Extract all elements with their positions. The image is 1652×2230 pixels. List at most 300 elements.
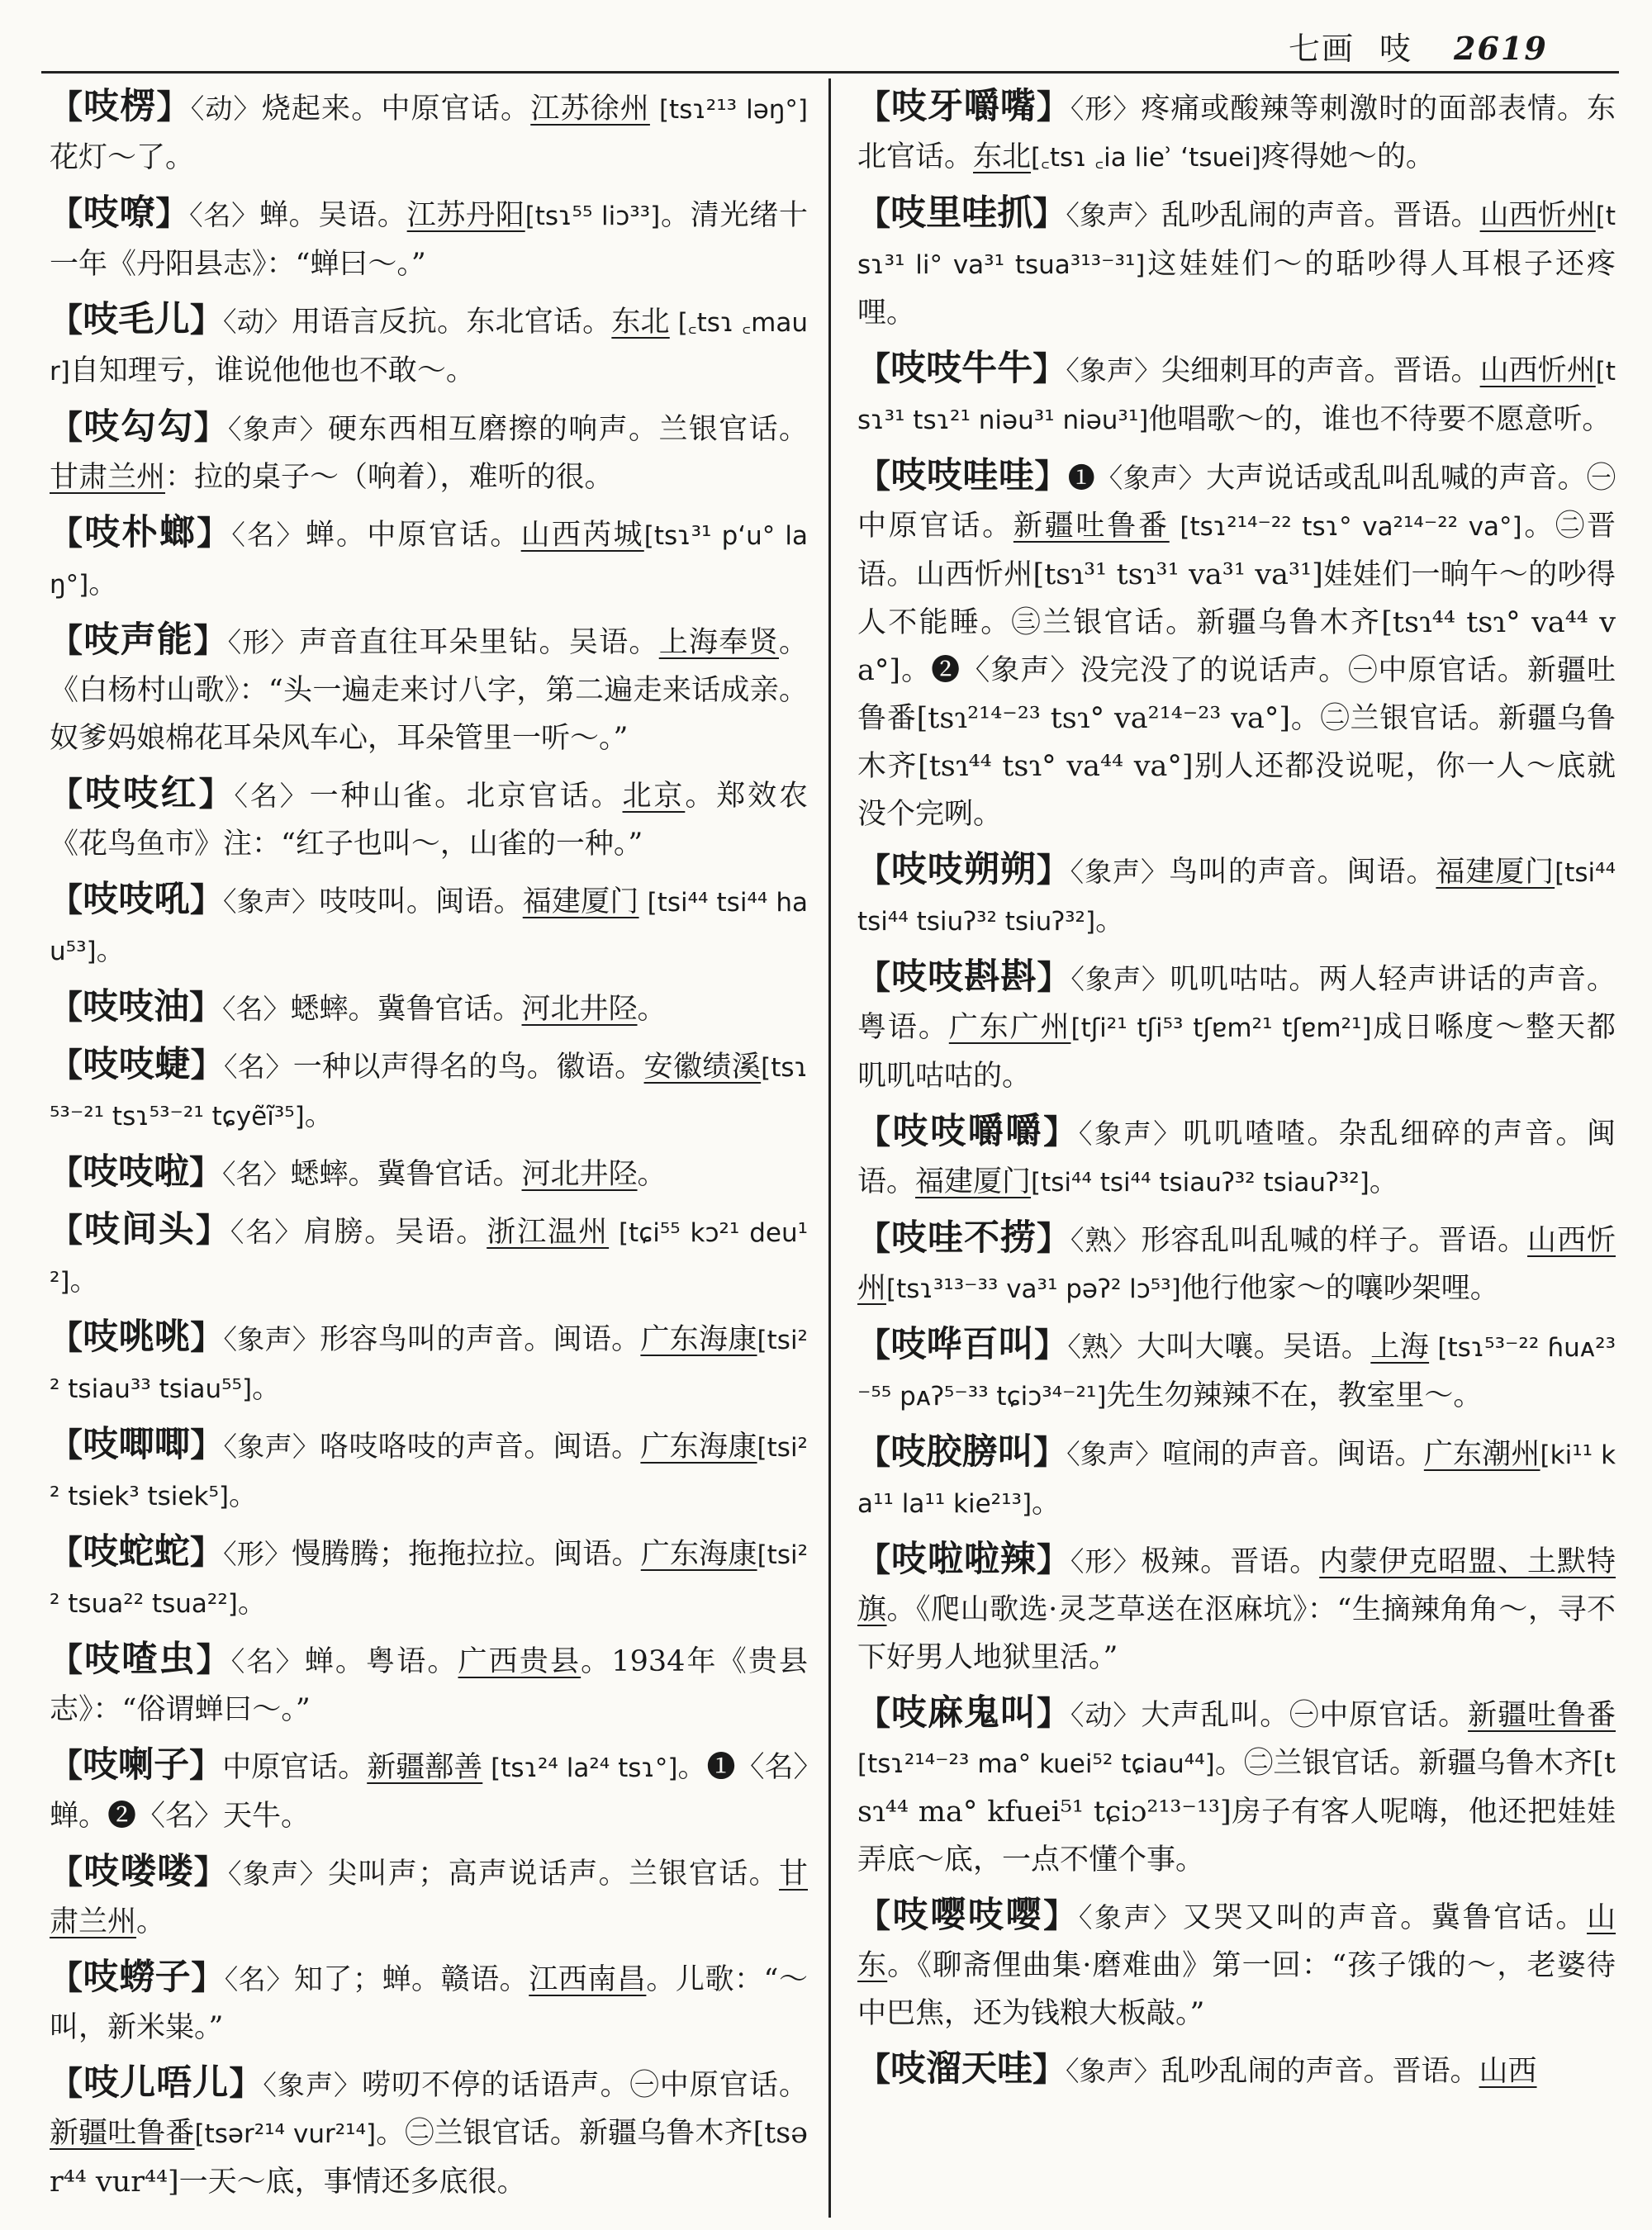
bracket-open: 【 xyxy=(50,621,84,660)
dictionary-entry xyxy=(50,1741,808,1840)
dialect-location: 山东 xyxy=(857,1901,1616,1982)
entry-example: 。 xyxy=(1369,1165,1398,1198)
dictionary-entry xyxy=(857,1428,1616,1528)
entry-definition: 中原官话。 xyxy=(222,1751,368,1784)
ipa-transcription: [tsər²¹⁴ vur²¹⁴] xyxy=(194,2119,377,2149)
entry-example: 。㊁兰银官话。新疆乌鲁木齐[tsər⁴⁴ vur⁴⁴]一天～底，事情还多底很。 xyxy=(50,2117,808,2199)
bracket-open: 【 xyxy=(50,988,83,1027)
part-of-speech: 〈名〉 xyxy=(222,1158,291,1190)
part-of-speech: 〈形〉 xyxy=(1070,93,1142,125)
entry-definition: 形容乱叫乱喊的样子。晋语。 xyxy=(1141,1224,1528,1257)
entry-example: 。 xyxy=(637,993,667,1026)
dictionary-entry xyxy=(50,1528,808,1628)
part-of-speech: 〈动〉 xyxy=(1070,1699,1142,1731)
part-of-speech: 〈象声〉 xyxy=(1078,1901,1183,1933)
bracket-open: 【 xyxy=(50,1746,83,1785)
bracket-open: 【 xyxy=(857,1219,891,1258)
entry-example: 。 xyxy=(237,1587,267,1620)
bracket-open: 【 xyxy=(857,1326,891,1364)
bracket-open: 【 xyxy=(50,1426,83,1464)
dialect-location: 山西忻州 xyxy=(1479,199,1596,232)
dictionary-entry xyxy=(50,403,808,501)
entry-example: 。 xyxy=(1095,904,1125,937)
part-of-speech: 〈象声〉 xyxy=(1078,1117,1183,1150)
entry-definition: 尖叫声；高声说话声。兰银官话。 xyxy=(328,1858,779,1891)
dialect-location: 福建厦门 xyxy=(1436,856,1555,889)
dictionary-entry xyxy=(50,1421,808,1521)
dialect-location: 上海 xyxy=(1370,1331,1430,1364)
part-of-speech: 〈熟〉 xyxy=(1067,1331,1137,1363)
bracket-close: 】 xyxy=(1034,457,1068,496)
entry-example: 。 xyxy=(228,1479,258,1512)
page-number: 2619 xyxy=(1454,30,1548,67)
bracket-open: 【 xyxy=(50,2064,84,2103)
bracket-close: 】 xyxy=(193,1853,228,1891)
bracket-close: 】 xyxy=(1043,1113,1079,1151)
bracket-open: 【 xyxy=(50,1046,83,1084)
entry-definition: 蝉。吴语。 xyxy=(259,199,407,232)
dialect-location: 广东海康 xyxy=(640,1323,757,1356)
part-of-speech: 〈象声〉 xyxy=(1070,856,1169,888)
ipa-transcription: [tsi²² tsiek³ tsiek⁵] xyxy=(50,1433,808,1511)
dialect-location: 山西忻州 xyxy=(857,1224,1616,1305)
entry-example: 。 xyxy=(88,567,118,600)
dictionary-entry xyxy=(50,1313,808,1413)
entry-headword: 吱胶膀叫 xyxy=(890,1431,1033,1473)
bracket-open: 【 xyxy=(50,408,84,447)
bracket-close: 】 xyxy=(196,1640,231,1679)
part-of-speech: 〈名〉 xyxy=(234,780,310,812)
dialect-location: 山西芮城 xyxy=(520,519,644,552)
entry-definition: 鸟叫的声音。闽语。 xyxy=(1168,856,1436,889)
entry-definition: 形容鸟叫的声音。闽语。 xyxy=(320,1323,641,1356)
entry-definition: 烧起来。中原官话。 xyxy=(261,93,531,126)
entry-headword: 吱吱红 xyxy=(84,773,199,814)
bracket-open: 【 xyxy=(50,1533,83,1572)
entry-example: 。 xyxy=(96,934,126,967)
dialect-location: 广西贵县 xyxy=(458,1645,582,1678)
entry-headword: 吱吱斟斟 xyxy=(891,956,1037,998)
dictionary-entry xyxy=(50,1635,808,1734)
dialect-location: 广东海康 xyxy=(640,1431,757,1464)
entry-headword: 吱哗百叫 xyxy=(890,1324,1034,1365)
ipa-transcription: [tsɿ³¹ tsɿ²¹ niəu³¹ niəu³¹] xyxy=(857,357,1616,435)
entry-headword: 吱啦啦辣 xyxy=(890,1539,1037,1580)
bracket-open: 【 xyxy=(857,349,891,388)
entry-headword: 吱毛儿 xyxy=(83,299,190,340)
entry-definition: 蟋蟀。冀鲁官话。 xyxy=(290,993,522,1026)
bracket-open: 【 xyxy=(857,1896,893,1935)
entry-headword: 吱哇不捞 xyxy=(890,1217,1037,1259)
dictionary-entry xyxy=(857,189,1616,337)
entry-example: 他唱歌～的，谁也不待要不愿意听。 xyxy=(1148,403,1612,436)
entry-headword: 吱麻鬼叫 xyxy=(890,1692,1037,1734)
dictionary-entry xyxy=(50,1953,808,2052)
dictionary-entry xyxy=(857,1535,1616,1682)
dictionary-entry xyxy=(50,1848,808,1946)
bracket-open: 【 xyxy=(857,958,892,997)
entry-headword: 吱蛇蛇 xyxy=(83,1531,190,1573)
bracket-close: 】 xyxy=(1036,1694,1070,1733)
entry-definition: 尖细刺耳的声音。晋语。 xyxy=(1161,354,1480,387)
entry-headword: 吱喳虫 xyxy=(84,1639,197,1680)
entry-definition: 慢腾腾；拖拖拉拉。闽语。 xyxy=(292,1538,641,1571)
dictionary-entry xyxy=(50,509,808,609)
bracket-close: 】 xyxy=(193,621,228,660)
dialect-location: 福建厦门 xyxy=(522,885,639,918)
bracket-close: 】 xyxy=(189,880,224,919)
dictionary-entry xyxy=(857,344,1616,444)
bracket-open: 【 xyxy=(857,1694,891,1733)
dictionary-entry xyxy=(50,1206,808,1306)
dictionary-entry xyxy=(50,770,808,868)
ipa-transcription: [tsɿ²¹⁴⁻²² tsɿ° va²¹⁴⁻²² va°] xyxy=(1169,512,1522,542)
dialect-location: 北京 xyxy=(622,780,686,813)
dictionary-entry xyxy=(857,83,1616,182)
bracket-open: 【 xyxy=(50,880,83,919)
dialect-location: 江苏徐州 xyxy=(530,93,650,126)
dialect-location: 福建厦门 xyxy=(915,1165,1032,1198)
bracket-open: 【 xyxy=(857,1113,893,1151)
entry-headword: 吱声能 xyxy=(83,619,194,661)
entry-example: 。清光绪十一年《丹阳县志》：“蝉曰～。” xyxy=(50,199,808,281)
ipa-transcription: [tʃi²¹ tʃi⁵³ tʃɐm²¹ tʃɐm²¹] xyxy=(1070,1013,1372,1043)
bracket-open: 【 xyxy=(50,1853,84,1891)
part-of-speech: 〈象声〉 xyxy=(1066,354,1162,387)
dialect-location: 河北井陉 xyxy=(521,993,638,1026)
dictionary-entry xyxy=(857,1689,1616,1884)
bracket-close: 】 xyxy=(1036,1540,1070,1579)
dialect-location: 甘肃兰州 xyxy=(50,461,166,494)
bracket-close: 】 xyxy=(1032,1433,1067,1472)
left-column xyxy=(50,83,808,2213)
section-label: 七画 xyxy=(1289,31,1355,67)
part-of-speech: 〈象声〉 xyxy=(1066,1438,1163,1470)
part-of-speech: 〈动〉 xyxy=(223,306,292,338)
part-of-speech: 〈名〉 xyxy=(222,993,291,1025)
bracket-close: 】 xyxy=(229,2064,263,2103)
bracket-close: 】 xyxy=(1032,349,1066,388)
entry-example: 。 xyxy=(252,1372,282,1405)
ipa-transcription: [tsɿ⁵³⁻²² ɦuᴀ²³⁻⁵⁵ pᴀʔ⁵⁻³³ tɕiɔ³⁴⁻²¹] xyxy=(857,1333,1616,1412)
part-of-speech: 〈象声〉 xyxy=(228,413,329,445)
entry-headword: 吱里哇抓 xyxy=(890,192,1033,234)
dictionary-entry xyxy=(857,846,1616,946)
bracket-open: 【 xyxy=(50,1958,83,1997)
entry-headword: 吱吱嚼嚼 xyxy=(892,1111,1044,1152)
part-of-speech: 〈象声〉 xyxy=(223,885,320,918)
part-of-speech: 〈形〉 xyxy=(223,1538,292,1570)
bracket-close: 】 xyxy=(1036,88,1070,126)
part-of-speech: 〈象声〉 xyxy=(228,1858,329,1890)
entry-definition: 乱吵乱闹的声音。晋语。 xyxy=(1161,2055,1479,2088)
bracket-open: 【 xyxy=(50,1318,83,1357)
dictionary-entry xyxy=(857,1214,1616,1313)
entry-example: 。 xyxy=(1032,1487,1061,1520)
bracket-close: 】 xyxy=(198,775,235,814)
part-of-speech: 〈象声〉 xyxy=(1066,2055,1161,2087)
bracket-open: 【 xyxy=(50,1211,84,1250)
dialect-location: 广东广州 xyxy=(948,1011,1071,1044)
ipa-transcription: [tsɿ³¹ li° va³¹ tsua³¹³⁻³¹] xyxy=(857,202,1616,280)
entry-example: 自知理亏，谁说他他也不敢～。 xyxy=(69,354,475,387)
entry-example: 这娃娃们～的聒吵得人耳根子还疼哩。 xyxy=(857,248,1616,330)
header-rule xyxy=(41,71,1619,74)
entry-definition: 乱吵乱闹的声音。晋语。 xyxy=(1161,199,1480,232)
entry-headword: 吱吱朔朔 xyxy=(890,849,1037,890)
part-of-speech: 〈象声〉 xyxy=(263,2069,363,2101)
bracket-close: 】 xyxy=(156,88,191,126)
dialect-location: 新疆吐鲁番 xyxy=(1468,1699,1616,1732)
dictionary-entry xyxy=(857,452,1616,838)
entry-example: 他行他家～的嚷吵架哩。 xyxy=(1180,1272,1499,1305)
entry-definition: 叽叽咕咕。两人轻声讲话的声音。粤语。 xyxy=(857,963,1616,1044)
dialect-location: 山西忻州 xyxy=(1479,354,1596,387)
bracket-close: 】 xyxy=(1036,851,1070,890)
column-divider xyxy=(828,78,831,2218)
dialect-location: 新疆鄯善 xyxy=(367,1751,483,1784)
dialect-location: 河北井陉 xyxy=(521,1158,638,1191)
entry-example: 。 xyxy=(304,1099,334,1132)
entry-headword: 吱嘹 xyxy=(83,192,156,234)
dictionary-entry xyxy=(50,83,808,182)
bracket-close: 】 xyxy=(155,194,190,233)
part-of-speech: 〈名〉 xyxy=(224,1963,294,1995)
ipa-transcription: [tsi²² tsiau³³ tsiau⁵⁵] xyxy=(50,1326,808,1404)
head-character: 吱 xyxy=(1379,31,1413,67)
entry-example: ：拉的桌子～（响着），难听的很。 xyxy=(165,461,614,494)
part-of-speech: ❶〈象声〉 xyxy=(1067,462,1207,494)
entry-headword: 吱吱吼 xyxy=(83,879,190,920)
entry-example: 。1934年《贵县志》：“俗谓蝉曰～。” xyxy=(50,1645,808,1726)
entry-example: 成日喺度～整天都叽叽咕咕的。 xyxy=(857,1011,1616,1093)
entry-definition: 蝉。中原官话。 xyxy=(305,519,521,552)
entry-headword: 吱勾勾 xyxy=(83,406,194,448)
part-of-speech: 〈名〉 xyxy=(224,1051,293,1083)
dialect-location: 广东海康 xyxy=(640,1538,757,1571)
part-of-speech: 〈象声〉 xyxy=(223,1431,320,1463)
entry-headword: 吱唧唧 xyxy=(83,1424,191,1465)
part-of-speech: 〈象声〉 xyxy=(1066,199,1162,231)
entry-example: 。《聊斋俚曲集·磨难曲》第一回：“孩子饿的～，老婆待中巴焦，还为钱粮大板敲。” xyxy=(857,1949,1616,2030)
bracket-close: 】 xyxy=(190,1426,224,1464)
dialect-location: 新疆吐鲁番 xyxy=(50,2117,195,2150)
ipa-transcription: [tsi⁴⁴ tsi⁴⁴ tsiuʔ³² tsiuʔ³²] xyxy=(857,858,1616,937)
entry-definition: 大声说话或乱叫乱喊的声音。㊀中原官话。 xyxy=(857,462,1616,543)
dialect-location: 内蒙伊克昭盟、土默特旗 xyxy=(857,1545,1616,1626)
entry-definition: 又哭又叫的声音。冀鲁官话。 xyxy=(1182,1901,1588,1934)
part-of-speech: 〈象声〉 xyxy=(223,1323,320,1355)
bracket-open: 【 xyxy=(857,851,891,890)
entry-example: 。㊁兰银官话。新疆乌鲁木齐[tsɿ⁴⁴ ma° kfuei⁵¹ tɕiɔ²¹³⁻¹³]房子有客人呢嗨，他还把娃娃弄底～底，一点不懂个事。 xyxy=(857,1747,1616,1877)
entry-headword: 吱喽喽 xyxy=(83,1851,194,1892)
ipa-transcription: [tsɿ⁵³⁻²¹ tsɿ⁵³⁻²¹ tɕyẽĩ³⁵] xyxy=(50,1053,808,1132)
ipa-transcription: [tɕi⁵⁵ kɔ²¹ deu¹²] xyxy=(50,1218,809,1297)
ipa-transcription: [tsi²² tsua²² tsua²²] xyxy=(50,1540,809,1619)
bracket-close: 】 xyxy=(190,1318,224,1357)
bracket-close: 】 xyxy=(1034,1326,1068,1364)
entry-definition: 硬东西相互磨擦的响声。兰银官话。 xyxy=(328,413,809,446)
bracket-open: 【 xyxy=(857,1433,891,1472)
entry-example: 。 xyxy=(69,1264,99,1298)
part-of-speech: 〈动〉 xyxy=(190,93,262,125)
dictionary-entry xyxy=(857,1321,1616,1421)
entry-headword: 吱吱蜨 xyxy=(83,1044,191,1085)
bracket-open: 【 xyxy=(857,1540,891,1579)
bracket-close: 】 xyxy=(1032,2050,1066,2089)
right-column xyxy=(857,83,1616,2103)
bracket-close: 】 xyxy=(1036,1219,1070,1258)
entry-headword: 吱楞 xyxy=(83,86,157,127)
dialect-location: 上海奉贤 xyxy=(658,626,779,659)
entry-example: 。 xyxy=(136,1905,166,1938)
entry-headword: 吱蟧子 xyxy=(83,1957,192,1998)
entry-definition: 吱吱叫。闽语。 xyxy=(319,885,523,918)
entry-headword: 吱儿唔儿 xyxy=(83,2062,230,2104)
entry-headword: 吱朴螂 xyxy=(84,512,197,553)
bracket-open: 【 xyxy=(50,194,83,233)
entry-headword: 吱牙嚼嘴 xyxy=(890,86,1037,127)
entry-example: 。郑效农《花鸟鱼市》注：“红子也叫～，山雀的一种。” xyxy=(50,780,808,861)
dictionary-entry xyxy=(50,2059,808,2206)
bracket-close: 】 xyxy=(189,1533,224,1572)
dictionary-entry xyxy=(50,1148,808,1198)
entry-definition: 疼痛或酸辣等刺激时的面部表情。东北官话。 xyxy=(857,93,1616,173)
bracket-open: 【 xyxy=(50,775,85,814)
ipa-transcription: [tsi⁴⁴ tsi⁴⁴ hau⁵³] xyxy=(50,888,808,966)
entry-example: 。㊁晋语。山西忻州[tsɿ³¹ tsɿ³¹ va³¹ va³¹]娃娃们一晌午～的吵得人不能睡。㊂兰银官话。新疆乌鲁木齐[tsɿ⁴⁴ tsɿ° va⁴⁴ va°]。❷〈象声〉没完没了的说话声。㊀中原官话。新疆吐鲁番[tsɿ²¹⁴⁻²³ tsɿ° va²¹⁴⁻²³ va°]。㊁兰银官话。新疆乌鲁木齐[tsɿ⁴⁴ tsɿ° va⁴⁴ va°]别人还都没说呢，你一人～底就没个完咧。 xyxy=(857,510,1616,831)
ipa-transcription: [tsɿ²¹⁴⁻²³ ma° kuei⁵² tɕiau⁴⁴] xyxy=(857,1749,1215,1779)
entry-example: 。❶〈名〉蝉。❷〈名〉天牛。 xyxy=(50,1751,809,1833)
entry-headword: 吱间头 xyxy=(83,1209,196,1250)
ipa-transcription: [꜀tsɿ ꜀ia lieʾ ʻtsuei] xyxy=(1031,143,1261,173)
entry-headword: 吱嘤吱嘤 xyxy=(892,1895,1044,1936)
ipa-transcription: [tsɿ²¹³ ləŋ°] xyxy=(649,95,809,125)
entry-definition: 知了；蝉。赣语。 xyxy=(293,1963,529,1996)
bracket-close: 】 xyxy=(1043,1896,1079,1935)
dictionary-entry xyxy=(857,2045,1616,2095)
entry-definition: 唠叨不停的话语声。㊀中原官话。 xyxy=(362,2069,808,2102)
bracket-open: 【 xyxy=(857,194,891,233)
running-head xyxy=(1289,23,1619,69)
ipa-transcription: [tsi⁴⁴ tsi⁴⁴ tsiauʔ³² tsiauʔ³²] xyxy=(1031,1168,1370,1198)
dictionary-entry xyxy=(50,983,808,1033)
bracket-open: 【 xyxy=(857,88,891,126)
dialect-location: 东北 xyxy=(973,140,1032,173)
bracket-close: 】 xyxy=(189,301,224,339)
dictionary-entry xyxy=(857,953,1616,1100)
entry-headword: 吱溜天哇 xyxy=(890,2048,1032,2090)
part-of-speech: 〈象声〉 xyxy=(1070,963,1170,995)
entry-definition: 咯吱咯吱的声音。闽语。 xyxy=(320,1431,641,1464)
ipa-transcription: [tsɿ³¹³⁻³³ va³¹ pəʔ² lɔ⁵³] xyxy=(886,1274,1181,1304)
entry-definition: 蝉。粤语。 xyxy=(304,1645,458,1678)
entry-headword: 吱吱哇哇 xyxy=(890,455,1035,496)
bracket-open: 【 xyxy=(857,2050,890,2089)
part-of-speech: 〈名〉 xyxy=(230,1645,305,1677)
entry-definition: 蟋蟀。冀鲁官话。 xyxy=(290,1158,522,1191)
dictionary-entry xyxy=(50,296,808,396)
entry-definition: 用语言反抗。东北官话。 xyxy=(292,306,612,339)
entry-example: 花灯～了。 xyxy=(50,141,195,174)
entry-definition: 大叫大嚷。吴语。 xyxy=(1137,1331,1371,1364)
entry-definition: 叽叽喳喳。杂乱细碎的声音。闽语。 xyxy=(857,1117,1616,1198)
dialect-location: 新疆吐鲁番 xyxy=(1013,510,1170,543)
ipa-transcription: [tsɿ⁵⁵ liɔ³³] xyxy=(525,202,661,231)
dialect-location: 广东潮州 xyxy=(1423,1438,1540,1471)
dialect-location: 浙江温州 xyxy=(487,1216,610,1249)
entry-headword: 吱吱油 xyxy=(83,986,189,1027)
entry-definition: 一种山雀。北京官话。 xyxy=(309,780,623,813)
part-of-speech: 〈名〉 xyxy=(230,1216,304,1248)
bracket-close: 】 xyxy=(190,1046,225,1084)
entry-example: 。《爬山歌选·灵芝草送在沤麻坑》：“生摘辣角角～，寻不下好男人地狱里活。” xyxy=(857,1593,1616,1674)
bracket-close: 】 xyxy=(189,1746,223,1785)
dialect-location: 江苏丹阳 xyxy=(406,199,525,232)
entry-definition: 一种以声得名的鸟。徽语。 xyxy=(292,1051,644,1084)
entry-definition: 声音直往耳朵里钻。吴语。 xyxy=(299,626,659,659)
dictionary-entry xyxy=(50,875,808,975)
entry-headword: 吱吱啦 xyxy=(83,1151,189,1193)
bracket-close: 】 xyxy=(197,514,232,553)
bracket-close: 】 xyxy=(195,1211,230,1250)
bracket-close: 】 xyxy=(191,1958,225,1997)
bracket-close: 】 xyxy=(189,988,222,1027)
bracket-open: 【 xyxy=(857,457,891,496)
bracket-close: 】 xyxy=(189,1153,222,1192)
bracket-close: 】 xyxy=(1032,194,1066,233)
entry-headword: 吱吱牛牛 xyxy=(890,348,1033,389)
bracket-close: 】 xyxy=(193,408,228,447)
part-of-speech: 〈形〉 xyxy=(1070,1545,1142,1578)
bracket-open: 【 xyxy=(50,1153,83,1192)
part-of-speech: 〈熟〉 xyxy=(1070,1224,1142,1256)
dialect-location: 安徽绩溪 xyxy=(643,1051,762,1084)
bracket-open: 【 xyxy=(50,88,84,126)
entry-example: 疼得她～的。 xyxy=(1260,140,1435,173)
bracket-open: 【 xyxy=(50,514,85,553)
dictionary-entry xyxy=(857,1891,1616,2038)
bracket-open: 【 xyxy=(50,1640,85,1679)
part-of-speech: 〈名〉 xyxy=(231,519,306,551)
bracket-open: 【 xyxy=(50,301,83,339)
entry-definition: 喧闹的声音。闽语。 xyxy=(1162,1438,1424,1471)
entry-example: 。《白杨村山歌》：“头一遍走来讨八字，第二遍走来话成亲。奴爹妈娘棉花耳朵风车心，耳朵管里一听～。” xyxy=(50,626,808,755)
ipa-transcription: [tsɿ³¹ pʻu° laŋ°] xyxy=(50,521,809,600)
bracket-close: 】 xyxy=(1037,958,1071,997)
part-of-speech: 〈名〉 xyxy=(189,199,259,231)
dialect-location: 山西 xyxy=(1479,2055,1537,2088)
part-of-speech: 〈形〉 xyxy=(227,626,299,658)
ipa-transcription: [꜀tsɿ ꜀maur] xyxy=(50,308,808,387)
entry-example: 先生勿辣辣不在，教室里～。 xyxy=(1106,1379,1483,1412)
dialect-location: 东北 xyxy=(611,306,670,339)
dictionary-entry xyxy=(857,1108,1616,1207)
entry-example: 。 xyxy=(637,1158,667,1191)
entry-definition: 肩膀。吴语。 xyxy=(303,1216,487,1249)
entry-definition: 大声乱叫。㊀中原官话。 xyxy=(1141,1699,1469,1732)
entry-headword: 吱喇子 xyxy=(83,1744,190,1786)
entry-example: 。儿歌：“～叫，新米粜。” xyxy=(50,1963,808,2044)
dialect-location: 江西南昌 xyxy=(529,1963,647,1996)
ipa-transcription: [tsɿ²⁴ la²⁴ tsɿ°] xyxy=(482,1753,678,1783)
dictionary-entry xyxy=(50,189,808,288)
ipa-transcription: [ki¹¹ ka¹¹ la¹¹ kie²¹³] xyxy=(857,1440,1616,1519)
entry-definition: 极辣。晋语。 xyxy=(1141,1545,1320,1578)
dialect-location: 甘肃兰州 xyxy=(50,1858,809,1938)
entry-headword: 吱咷咷 xyxy=(83,1317,191,1358)
dictionary-entry xyxy=(50,616,808,762)
